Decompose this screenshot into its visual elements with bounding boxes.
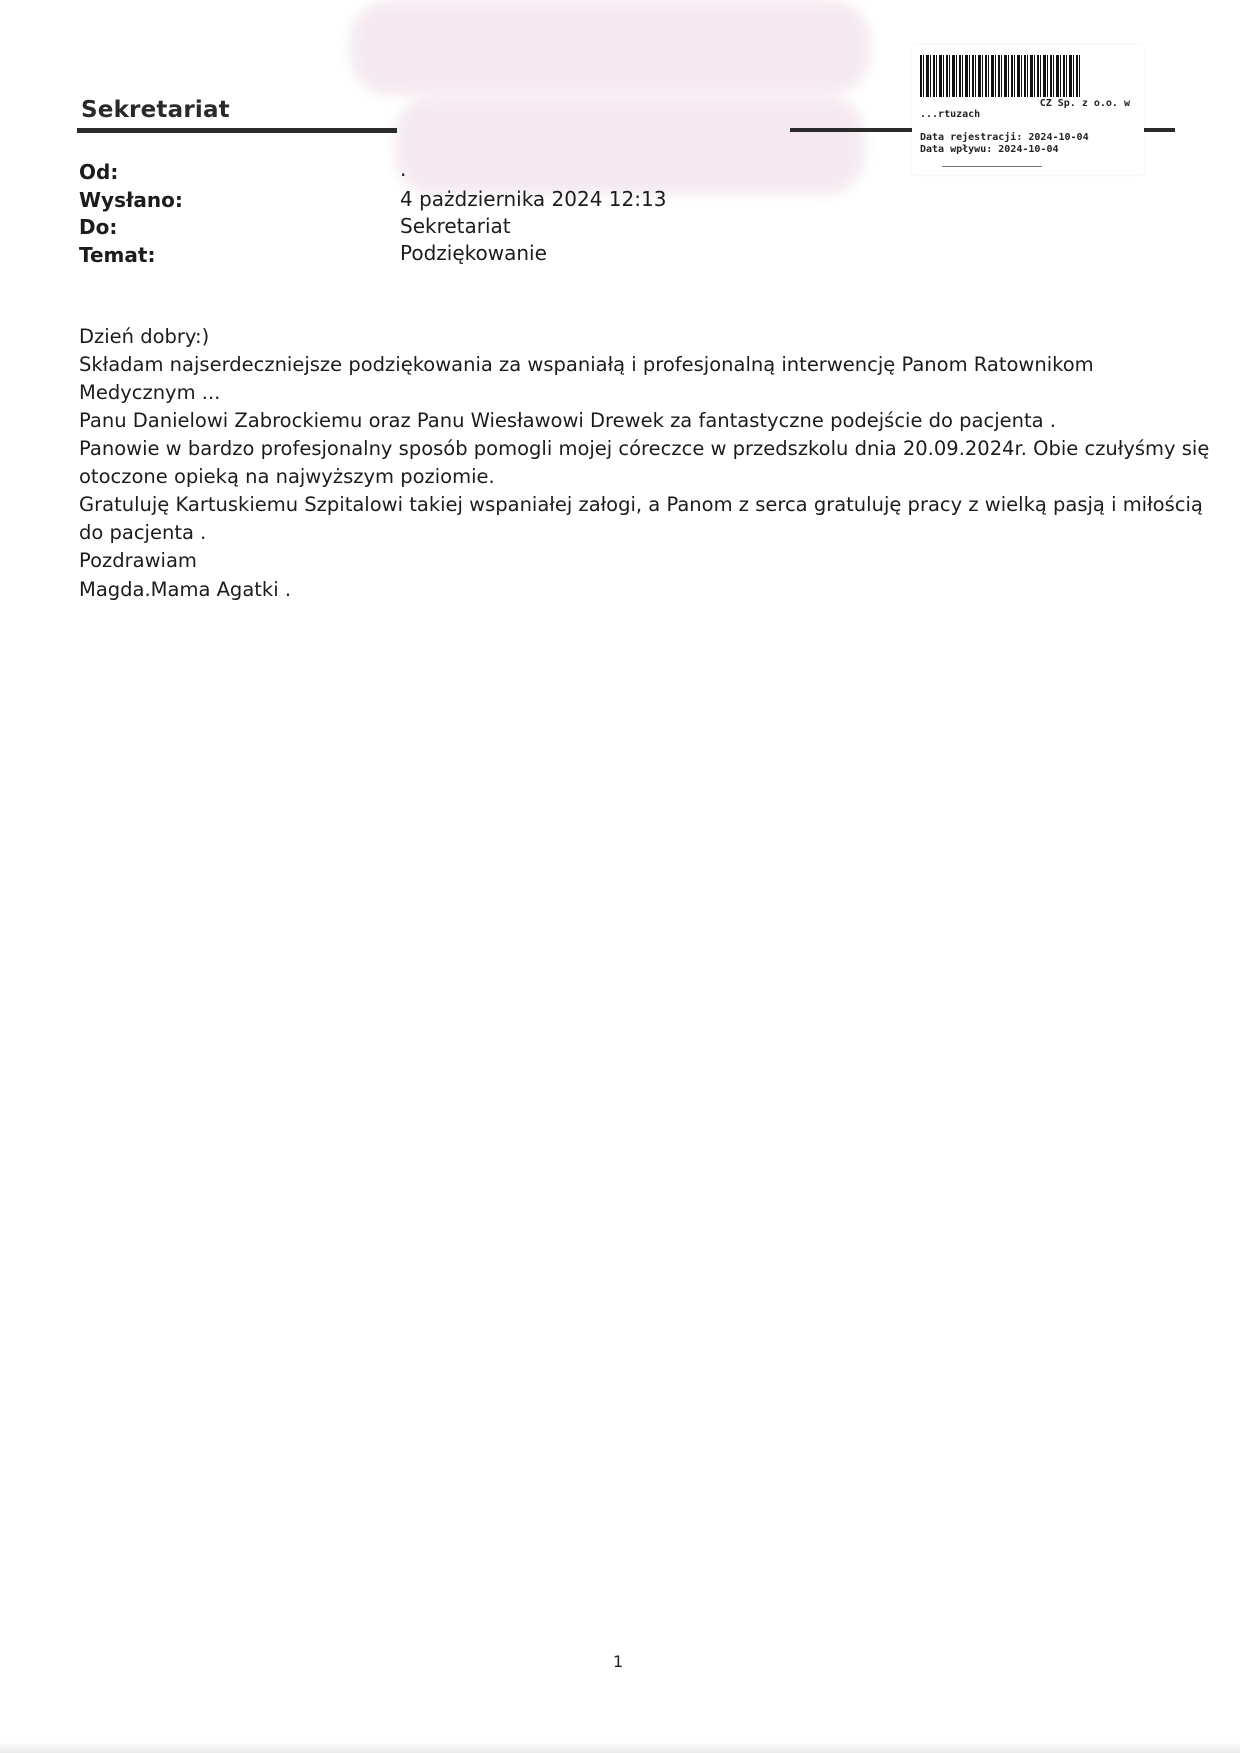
- body-line: Składam najserdeczniejsze podziękowania za wspaniałą i profesjonalną interwencję Panom Ratownikom: [79, 353, 1094, 376]
- body-line: Pozdrawiam: [79, 549, 197, 572]
- stamp-registration-value: 2024-10-04: [1028, 132, 1089, 143]
- stamp-underline: [942, 166, 1042, 167]
- body-line: Gratuluję Kartuskiemu Szpitalowi takiej wspaniałej załogi, a Panom z serca gratuluję pracy z wielką pasją i miłością: [79, 493, 1203, 516]
- from-label: Od:: [79, 160, 119, 184]
- header-rule-left: [77, 128, 397, 133]
- to-value: Sekretariat: [400, 214, 511, 238]
- body-line: Panowie w bardzo profesjonalny sposób pomogli mojej córeczce w przedszkolu dnia 20.09.2024r. Obie czułyśmy się: [79, 437, 1210, 460]
- mailbox-title: Sekretariat: [81, 97, 230, 123]
- stamp-company: [920, 98, 1130, 120]
- barcode-icon: [920, 55, 1082, 97]
- redaction-blur-middle: [395, 95, 865, 195]
- redaction-blur-top: [350, 0, 870, 95]
- subject-value: Podziękowanie: [400, 241, 547, 265]
- stamp-inflow-value: 2024-10-04: [998, 144, 1059, 155]
- from-value: .: [400, 157, 407, 181]
- body-line: Panu Danielowi Zabrockiemu oraz Panu Wiesławowi Drewek za fantastyczne podejście do pacjenta .: [79, 409, 1056, 432]
- body-line: do pacjenta .: [79, 521, 207, 544]
- to-label: Do:: [79, 215, 118, 239]
- page-bottom-edge: [0, 1742, 1240, 1753]
- stamp-inflow-date: [920, 144, 1059, 155]
- sent-value: 4 pażdziernika 2024 12:13: [400, 187, 667, 211]
- body-line: Medycznym ...: [79, 381, 221, 404]
- stamp-inflow-label: Data wpływu:: [920, 144, 993, 155]
- stamp-company-line2: ...rtuzach: [920, 109, 981, 120]
- body-line: Magda.Mama Agatki .: [79, 578, 292, 601]
- sent-label: Wysłano:: [79, 188, 183, 212]
- stamp-registration-label: Data rejestracji:: [920, 132, 1023, 143]
- body-line: otoczone opieką na najwyższym poziomie.: [79, 465, 495, 488]
- subject-label: Temat:: [79, 243, 156, 267]
- stamp-company-line1: CZ Sp. z o.o. w: [1039, 98, 1130, 109]
- body-line: Dzień dobry:): [79, 325, 210, 348]
- page-number: 1: [613, 1652, 624, 1671]
- registration-stamp: [912, 45, 1144, 175]
- stamp-registration-date: [920, 132, 1089, 143]
